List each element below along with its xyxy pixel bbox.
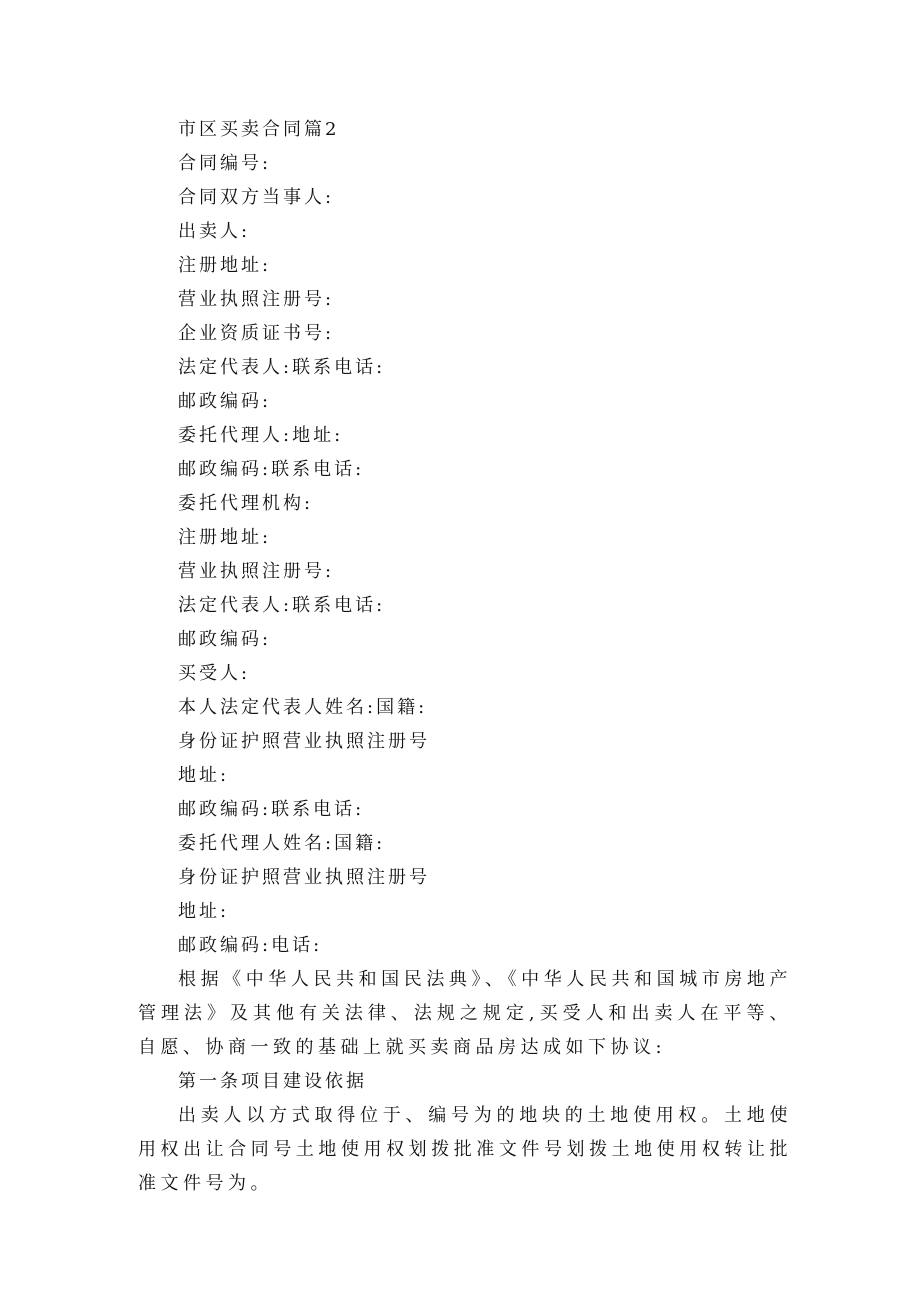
field-buyer-agent-name-nationality: 委托代理人姓名:国籍: xyxy=(178,833,386,854)
field-seller-qualification-cert: 企业资质证书号: xyxy=(178,323,335,344)
document-body xyxy=(138,113,792,1201)
field-agency-postal-code: 邮政编码: xyxy=(178,629,272,650)
field-seller-postal-code: 邮政编码: xyxy=(178,391,272,412)
field-seller-agent-postal-phone: 邮政编码:联系电话: xyxy=(178,459,365,480)
field-buyer-id-number: 身份证护照营业执照注册号 xyxy=(178,731,430,752)
field-seller-legal-rep-phone: 法定代表人:联系电话: xyxy=(178,357,386,378)
field-buyer-address: 地址: xyxy=(178,765,230,786)
field-agency-legal-rep-phone: 法定代表人:联系电话: xyxy=(178,595,386,616)
field-buyer: 买受人: xyxy=(178,663,251,684)
intro-paragraph: 根据《中华人民共和国民法典》、《中华人民共和国城市房地产管理法》及其他有关法律、法规之规定,买受人和出卖人在平等、自愿、协商一致的基础上就买卖商品房达成如下协议: xyxy=(138,969,792,1058)
field-contract-number: 合同编号: xyxy=(178,153,272,174)
field-seller-registered-address: 注册地址: xyxy=(178,255,272,276)
field-buyer-agent-postal-phone: 邮政编码:电话: xyxy=(178,935,323,956)
field-buyer-name-nationality: 本人法定代表人姓名:国籍: xyxy=(178,697,428,718)
field-agency-registered-address: 注册地址: xyxy=(178,527,272,548)
field-seller-business-license: 营业执照注册号: xyxy=(178,289,335,310)
field-seller-agent-address: 委托代理人:地址: xyxy=(178,425,344,446)
field-buyer-postal-phone: 邮政编码:联系电话: xyxy=(178,799,365,820)
field-buyer-agent-id-number: 身份证护照营业执照注册号 xyxy=(178,867,430,888)
field-agency: 委托代理机构: xyxy=(178,493,314,514)
section-paragraph: 出卖人以方式取得位于、编号为的地块的土地使用权。土地使用权出让合同号土地使用权划拨批准文件号划拨土地使用权转让批准文件号为。 xyxy=(138,1105,792,1194)
field-contract-parties: 合同双方当事人: xyxy=(178,187,335,208)
field-agency-business-license: 营业执照注册号: xyxy=(178,561,335,582)
field-buyer-agent-address: 地址: xyxy=(178,901,230,922)
document-title: 市区买卖合同篇2 xyxy=(178,119,340,140)
field-seller: 出卖人: xyxy=(178,221,251,242)
section-heading: 第一条项目建设依据 xyxy=(178,1071,367,1092)
